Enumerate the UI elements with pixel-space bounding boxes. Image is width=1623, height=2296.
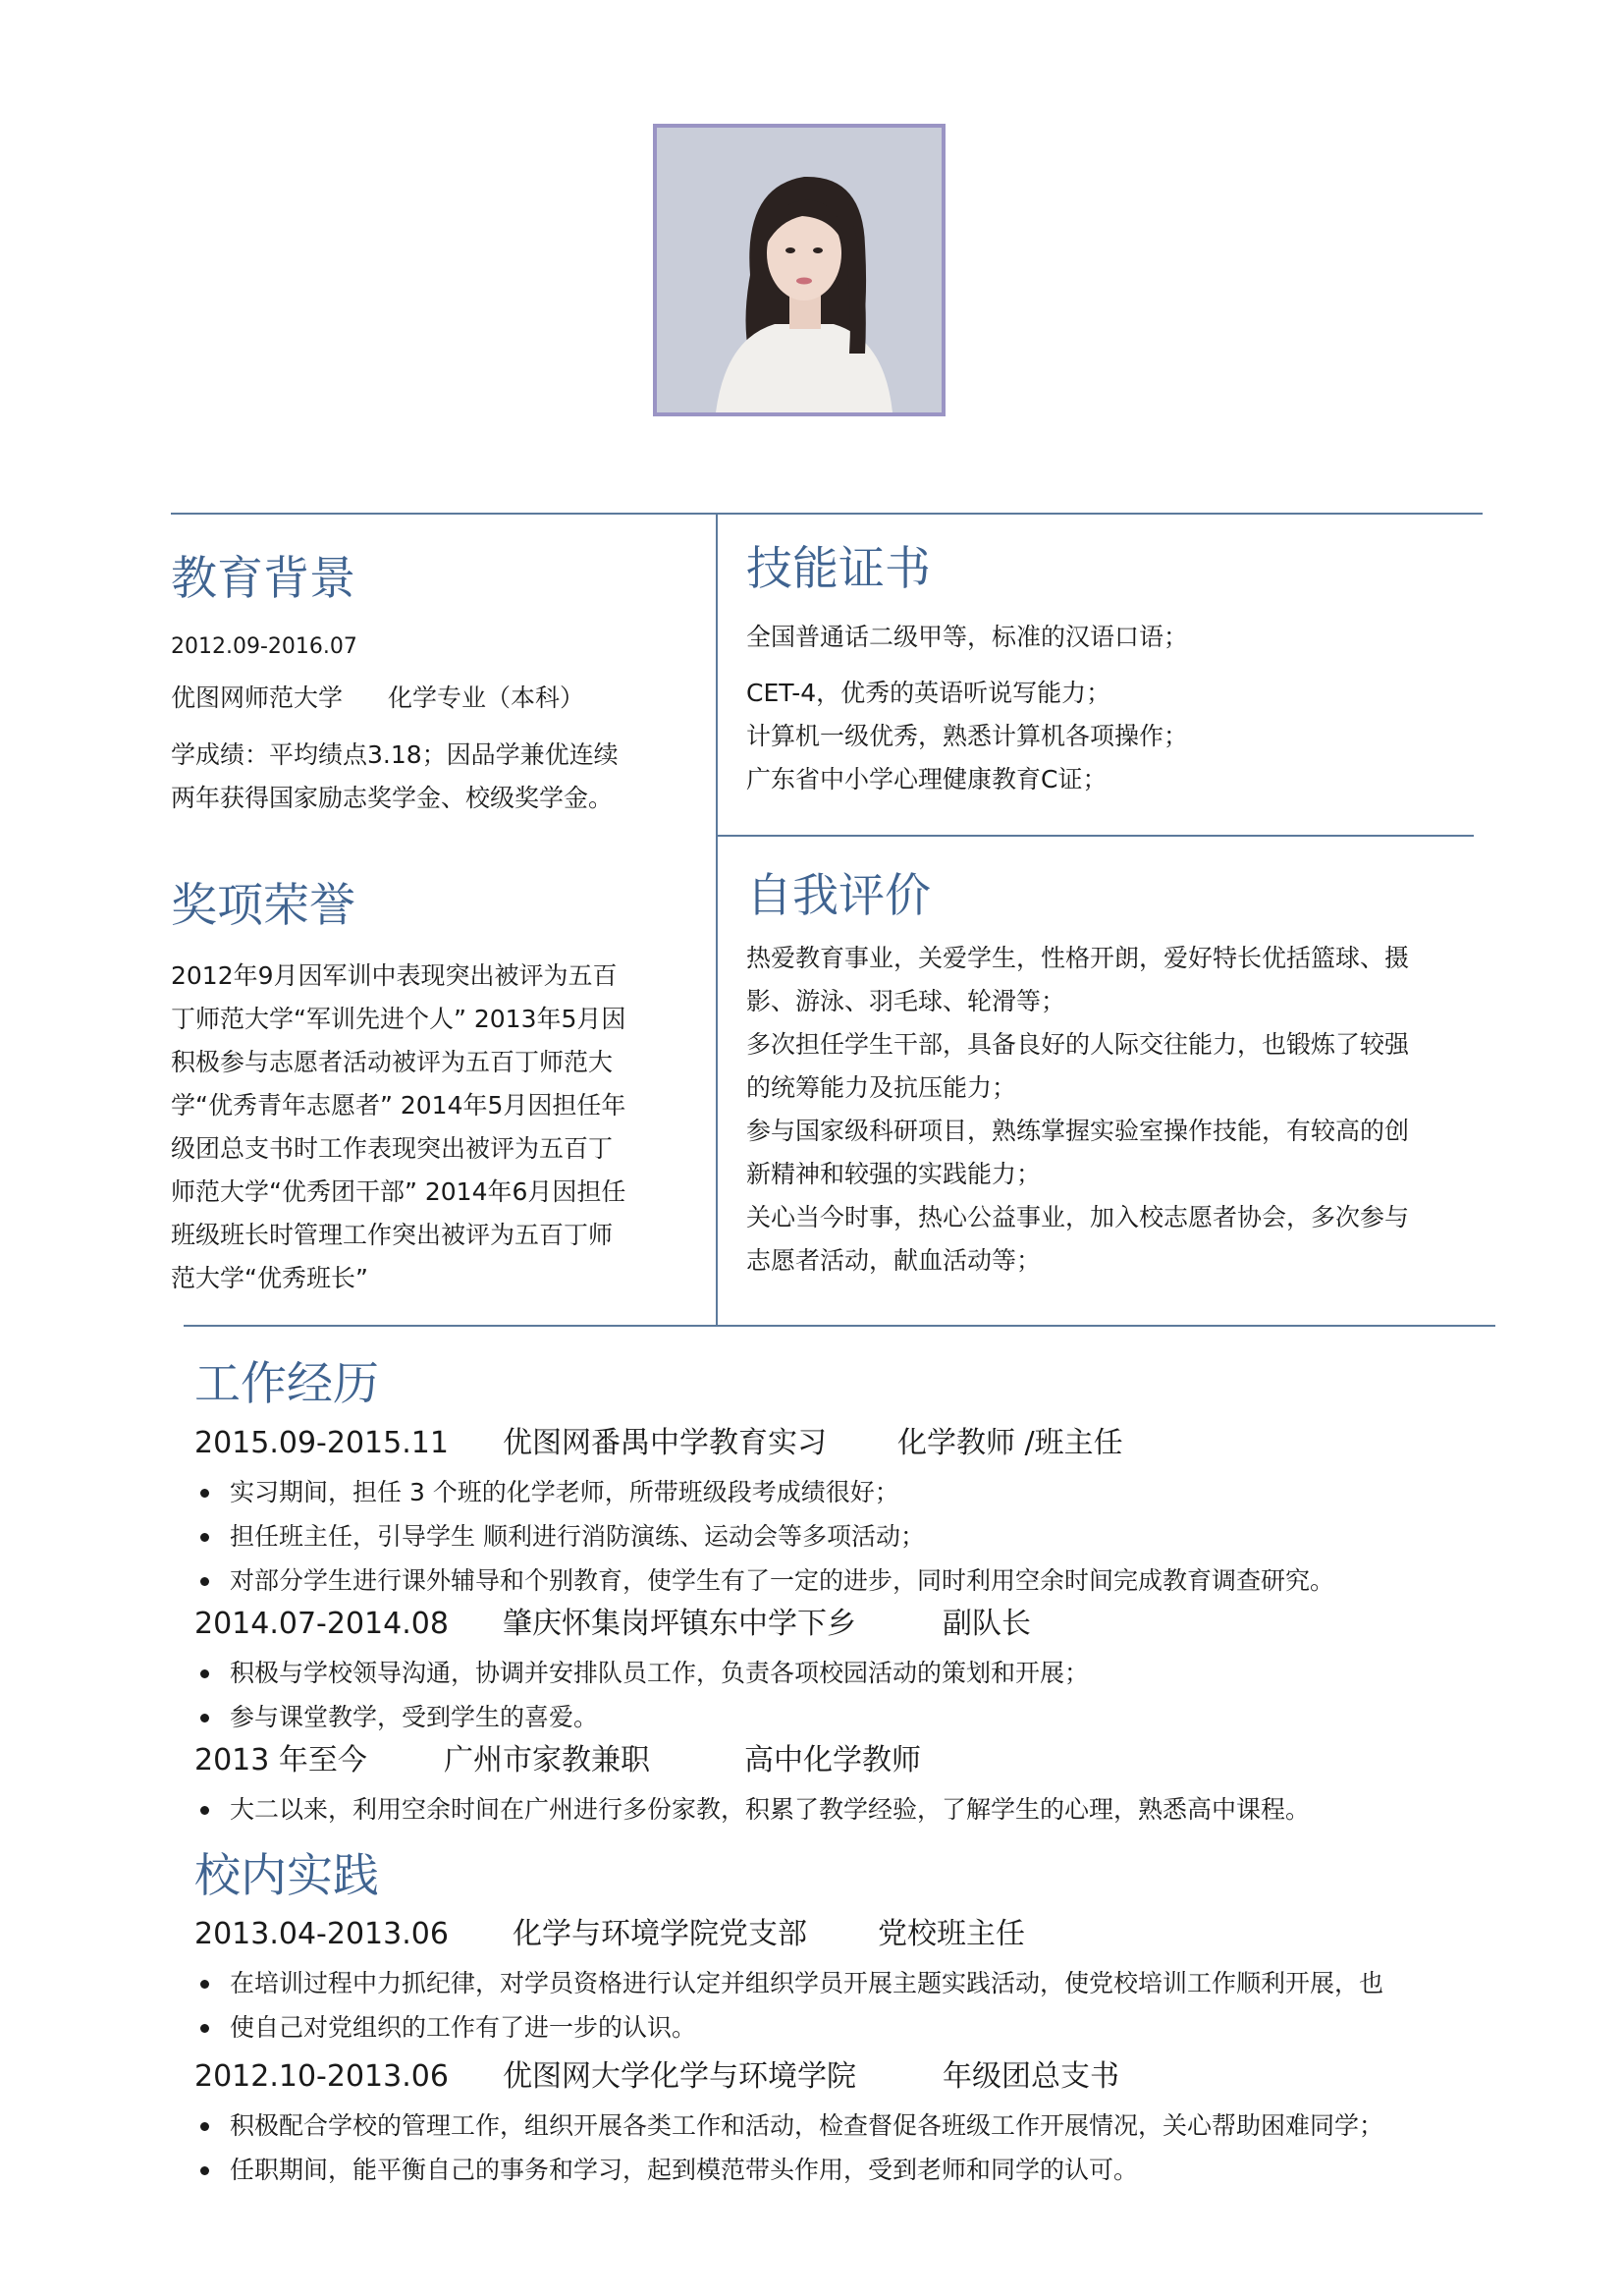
entry-role: 化学教师 /班主任 bbox=[897, 1426, 1123, 1460]
entry-role: 高中化学教师 bbox=[744, 1743, 921, 1777]
work-title: 工作经历 bbox=[194, 1357, 379, 1411]
work-entry-header bbox=[194, 1741, 921, 1780]
self-eval-line: 的统筹能力及抗压能力； bbox=[746, 1073, 1017, 1102]
bullet-item: 积极与学校领导沟通，协调并安排队员工作，负责各项校园活动的策划和开展； bbox=[194, 1651, 1089, 1695]
self-eval-line: 新精神和较强的实践能力； bbox=[746, 1160, 1042, 1188]
bullet-item: 实习期间，担任 3 个班的化学老师，所带班级段考成绩很好； bbox=[194, 1470, 1334, 1514]
self-eval-line: 志愿者活动，献血活动等； bbox=[746, 1246, 1042, 1275]
skills-title: 技能证书 bbox=[746, 542, 931, 596]
school-name: 优图网师范大学 bbox=[171, 683, 344, 712]
campus-entry-bullets bbox=[194, 2104, 1383, 2192]
education-period: 2012.09-2016.07 bbox=[171, 634, 357, 659]
bullet-item: 对部分学生进行课外辅导和个别教育，使学生有了一定的进步，同时利用空余时间完成教育调查研究。 bbox=[194, 1558, 1334, 1603]
entry-role: 党校班主任 bbox=[878, 1917, 1025, 1951]
bullet-item: 大二以来，利用空余时间在广州进行多份家教，积累了教学经验，了解学生的心理，熟悉高中课程。 bbox=[194, 1787, 1310, 1831]
skill-item: CET-4，优秀的英语听说写能力； bbox=[746, 679, 1111, 707]
entry-period: 2012.10-2013.06 bbox=[194, 2059, 449, 2094]
awards-text bbox=[171, 955, 625, 1300]
self-eval-line: 参与国家级科研项目，熟练掌握实验室操作技能，有较高的创 bbox=[746, 1117, 1410, 1145]
right-mid-divider bbox=[718, 835, 1474, 837]
education-desc bbox=[171, 734, 619, 820]
work-entry-bullets bbox=[194, 1787, 1310, 1831]
awards-line: 班级班长时管理工作突出被评为五百丁师 bbox=[171, 1221, 614, 1249]
self-eval-line: 影、游泳、羽毛球、轮滑等； bbox=[746, 987, 1066, 1015]
bullet-item: 在培训过程中力抓纪律，对学员资格进行认定并组织学员开展主题实践活动，使党校培训工作顺利开展，也 bbox=[194, 1961, 1383, 2005]
awards-line: 2012年9月因军训中表现突出被评为五百 bbox=[171, 961, 618, 990]
entry-org: 广州市家教兼职 bbox=[444, 1743, 650, 1777]
campus-entry-bullets bbox=[194, 1961, 1383, 2050]
entry-role: 年级团总支书 bbox=[943, 2059, 1119, 2094]
awards-line: 学“优秀青年志愿者” 2014年5月因担任年 bbox=[171, 1091, 626, 1120]
awards-line: 积极参与志愿者活动被评为五百丁师范大 bbox=[171, 1048, 614, 1076]
campus-entry-header bbox=[194, 1915, 1025, 1954]
work-entry-header bbox=[194, 1424, 1123, 1463]
top-divider bbox=[171, 513, 1483, 515]
education-title: 教育背景 bbox=[171, 552, 355, 606]
self-eval-line: 关心当今时事，热心公益事业，加入校志愿者协会，多次参与 bbox=[746, 1203, 1410, 1231]
entry-org: 肇庆怀集岗坪镇东中学下乡 bbox=[503, 1607, 856, 1641]
self-eval-text bbox=[746, 937, 1409, 1283]
education-school-line bbox=[171, 677, 584, 720]
awards-line: 师范大学“优秀团干部” 2014年6月因担任 bbox=[171, 1177, 626, 1206]
bullet-item: 积极配合学校的管理工作，组织开展各类工作和活动，检查督促各班级工作开展情况，关心帮助困难同学； bbox=[194, 2104, 1383, 2148]
education-desc-line: 两年获得国家励志奖学金、校级奖学金。 bbox=[171, 784, 614, 812]
skill-item: 广东省中小学心理健康教育C证； bbox=[746, 765, 1108, 793]
work-entry-header bbox=[194, 1605, 1031, 1644]
portrait-photo-icon bbox=[657, 128, 942, 412]
bullet-item: 参与课堂教学，受到学生的喜爱。 bbox=[194, 1695, 1089, 1739]
major-name: 化学专业（本科） bbox=[388, 683, 585, 712]
entry-period: 2013.04-2013.06 bbox=[194, 1917, 449, 1951]
entry-org: 优图网番禺中学教育实习 bbox=[503, 1426, 827, 1460]
entry-org: 化学与环境学院党支部 bbox=[513, 1917, 807, 1951]
awards-title: 奖项荣誉 bbox=[171, 879, 355, 933]
work-entry-bullets bbox=[194, 1470, 1334, 1603]
bottom-divider bbox=[184, 1325, 1495, 1327]
self-eval-line: 多次担任学生干部，具备良好的人际交往能力，也锻炼了较强 bbox=[746, 1030, 1410, 1059]
skills-list bbox=[746, 616, 1188, 801]
work-entry-bullets bbox=[194, 1651, 1089, 1739]
entry-period: 2013 年至今 bbox=[194, 1743, 367, 1777]
self-eval-title: 自我评价 bbox=[746, 869, 931, 923]
campus-entry-header bbox=[194, 2057, 1119, 2097]
entry-period: 2014.07-2014.08 bbox=[194, 1607, 449, 1641]
awards-line: 丁师范大学“军训先进个人” 2013年5月因 bbox=[171, 1005, 626, 1033]
campus-title: 校内实践 bbox=[194, 1849, 379, 1903]
skill-item: 计算机一级优秀，熟悉计算机各项操作； bbox=[746, 722, 1189, 750]
entry-period: 2015.09-2015.11 bbox=[194, 1426, 449, 1460]
entry-role: 副队长 bbox=[943, 1607, 1031, 1641]
self-eval-line: 热爱教育事业，关爱学生，性格开朗，爱好特长优括篮球、摄 bbox=[746, 944, 1410, 972]
entry-org: 优图网大学化学与环境学院 bbox=[503, 2059, 856, 2094]
skill-item: 全国普通话二级甲等，标准的汉语口语； bbox=[746, 623, 1189, 651]
bullet-item: 任职期间，能平衡自己的事务和学习，起到模范带头作用，受到老师和同学的认可。 bbox=[194, 2148, 1383, 2192]
column-divider bbox=[716, 514, 718, 1325]
awards-line: 范大学“优秀班长” bbox=[171, 1264, 368, 1292]
awards-line: 级团总支书时工作表现突出被评为五百丁 bbox=[171, 1134, 614, 1163]
education-desc-line: 学成绩：平均绩点3.18；因品学兼优连续 bbox=[171, 740, 619, 769]
bullet-item: 担任班主任，引导学生 顺利进行消防演练、运动会等多项活动； bbox=[194, 1514, 1334, 1558]
profile-photo bbox=[653, 124, 946, 416]
bullet-item: 使自己对党组织的工作有了进一步的认识。 bbox=[194, 2005, 1383, 2050]
